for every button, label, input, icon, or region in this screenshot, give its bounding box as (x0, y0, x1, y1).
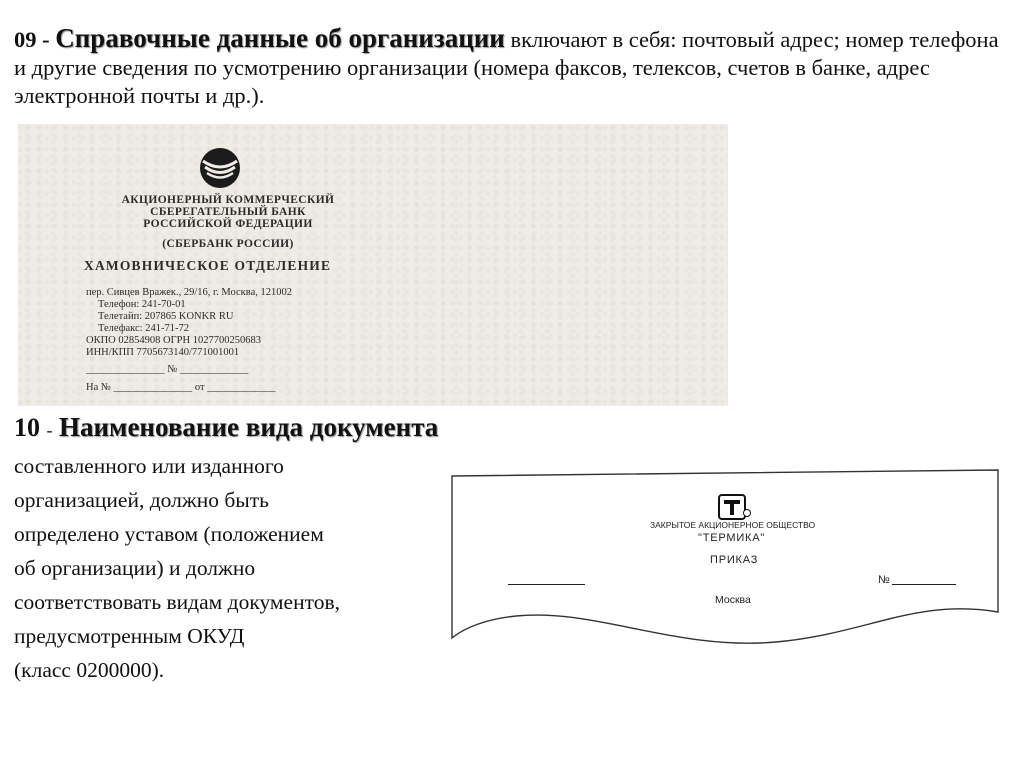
section-09-paragraph (14, 24, 1014, 110)
bank-phone: Телефон: 241-70-01 (98, 299, 186, 310)
date-underline (508, 584, 585, 585)
bank-name-line-1: АКЦИОНЕРНЫЙ КОММЕРЧЕСКИЙ (121, 194, 335, 206)
bank-name-line-2: СБЕРЕГАТЕЛЬНЫЙ БАНК (150, 206, 306, 218)
section-10-line: предусмотренным ОКУД (14, 624, 245, 648)
section-09-text: включают в себя: почтовый адрес; номер телефона и другие сведения по усмотрению организации (номера факсов, телексов, счетов в банке, адрес электронной почты и др.). (14, 27, 999, 108)
section-10-line: об организации) и должно (14, 556, 256, 580)
section-10-line: определено уставом (положением (14, 522, 324, 546)
city-label: Москва (715, 594, 751, 606)
termika-logo-icon (718, 494, 752, 520)
bank-address: пер. Сивцев Вражек., 29/16, г. Москва, 121002 (86, 287, 293, 298)
section-10-dash: - (46, 420, 53, 440)
document-type: ПРИКАЗ (710, 554, 759, 566)
section-10-line: (класс 0200000). (14, 658, 165, 682)
company-name: "ТЕРМИКА" (698, 532, 766, 544)
section-09-number: 09 - (14, 27, 50, 52)
bank-fax: Телефакс: 241-71-72 (98, 323, 189, 334)
bank-short-name: (СБЕРБАНК РОССИИ) (162, 238, 294, 250)
section-10-line: соответствовать видам документов, (14, 590, 340, 614)
section-09-highlight: Справочные данные об организации (55, 23, 505, 53)
number-underline (892, 584, 956, 585)
section-10-line: составленного или изданного (14, 454, 284, 478)
sberbank-logo-icon (198, 146, 242, 190)
section-10-highlight: Наименование вида документа (59, 412, 439, 442)
number-label: № (878, 574, 890, 586)
reply-line: На № _______________ от _____________ (86, 382, 276, 393)
section-10-title (14, 412, 438, 443)
section-10-line: организацией, должно быть (14, 488, 269, 512)
bank-name-line-3: РОССИЙСКОЙ ФЕДЕРАЦИИ (143, 218, 313, 230)
date-line: _______________ № _____________ (86, 364, 249, 375)
section-10-body (14, 452, 424, 690)
bank-teletype: Телетайп: 207865 KONKR RU (98, 311, 234, 322)
branch-name: ХАМОВНИЧЕСКОЕ ОТДЕЛЕНИЕ (84, 258, 332, 273)
bank-okpo: ОКПО 02854908 ОГРН 1027700250683 (86, 335, 261, 346)
sberbank-letterhead-image (18, 124, 728, 406)
company-type: ЗАКРЫТОЕ АКЦИОНЕРНОЕ ОБЩЕСТВО (650, 520, 816, 530)
prikaz-form-image (446, 466, 1002, 652)
bank-inn: ИНН/КПП 7705673140/771001001 (86, 347, 240, 358)
section-10-number: 10 (14, 413, 40, 442)
